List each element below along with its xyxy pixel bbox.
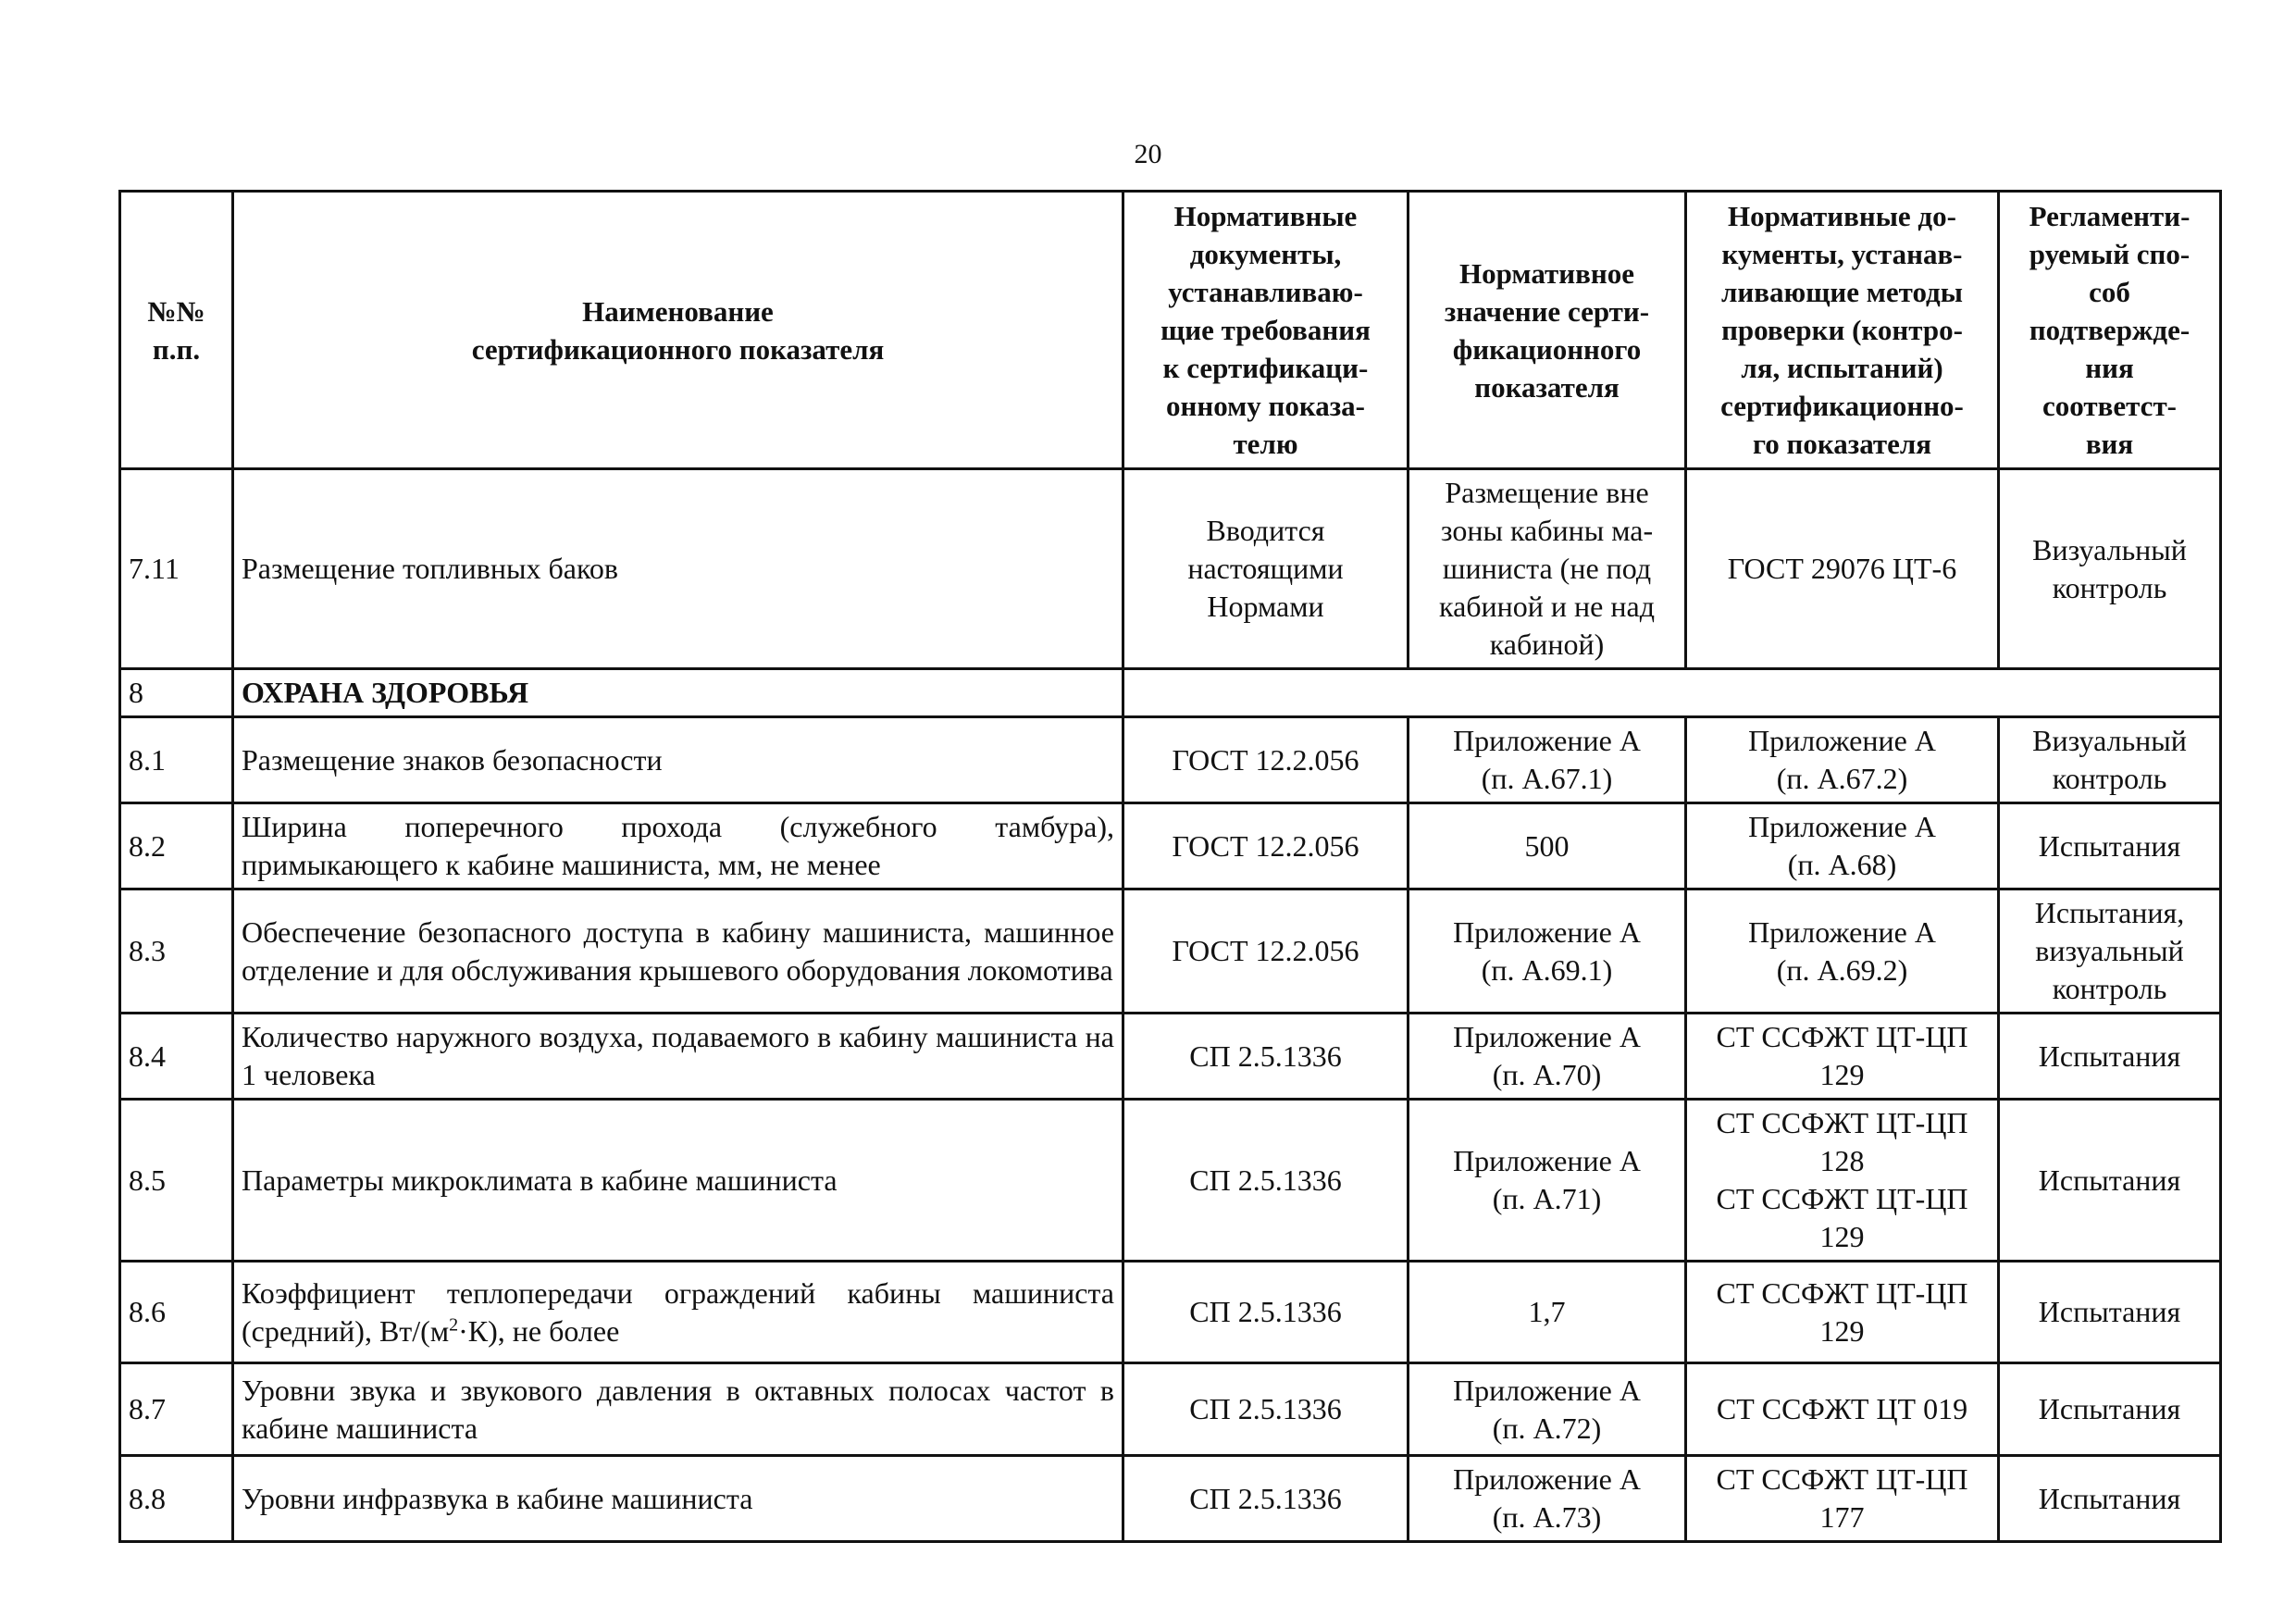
row-number: 8.2	[120, 803, 233, 889]
row-test-docs: Приложение А (п. А.68)	[1686, 803, 1999, 889]
row-number: 8.7	[120, 1363, 233, 1456]
row-test-docs: СТ ССФЖТ ЦТ-ЦП 177	[1686, 1456, 1999, 1542]
row-name: Количество наружного воздуха, подаваемого в кабину машиниста на 1 человека	[233, 1014, 1123, 1100]
row-norm-docs: ГОСТ 12.2.056	[1123, 717, 1409, 803]
certification-table	[118, 190, 2222, 1543]
row-norm-value: Приложение А (п. А.67.1)	[1409, 717, 1686, 803]
table-header-row	[120, 192, 2221, 469]
row-number: 8.3	[120, 889, 233, 1014]
row-name: Параметры микроклимата в кабине машиниста	[233, 1100, 1123, 1262]
row-method: Испытания	[1999, 1014, 2221, 1100]
header-test-docs: Нормативные до- кументы, устанав- ливающие методы проверки (контро- ля, испытаний) сертификационно- го показателя	[1686, 192, 1999, 469]
row-name: Размещение знаков безопасности	[233, 717, 1123, 803]
row-norm-docs: СП 2.5.1336	[1123, 1363, 1409, 1456]
row-test-docs: Приложение А (п. А.69.2)	[1686, 889, 1999, 1014]
row-method: Испытания	[1999, 1363, 2221, 1456]
row-name: Уровни инфразвука в кабине машиниста	[233, 1456, 1123, 1542]
row-norm-docs: ГОСТ 12.2.056	[1123, 889, 1409, 1014]
row-name: Ширина поперечного прохода (служебного тамбура), примыкающего к кабине машиниста, мм, не менее	[233, 803, 1123, 889]
row-norm-docs: СП 2.5.1336	[1123, 1100, 1409, 1262]
row-norm-value: Приложение А (п. А.70)	[1409, 1014, 1686, 1100]
row-method: Испытания	[1999, 1456, 2221, 1542]
row-number: 8.1	[120, 717, 233, 803]
table-row	[120, 1100, 2221, 1262]
row-norm-value: Приложение А (п. А.72)	[1409, 1363, 1686, 1456]
section-title: ОХРАНА ЗДОРОВЬЯ	[233, 669, 1123, 717]
row-norm-value: Приложение А (п. А.69.1)	[1409, 889, 1686, 1014]
header-method: Регламенти- руемый спо- соб подтвержде- ния соответст- вия	[1999, 192, 2221, 469]
row-name: Коэффициент теплопередачи ограждений кабины машиниста (средний), $Вт/(м^2\cdot К)$, не более	[233, 1262, 1123, 1363]
row-test-docs: ГОСТ 29076 ЦТ-6	[1686, 469, 1999, 669]
table-row	[120, 469, 2221, 669]
row-number: 8.5	[120, 1100, 233, 1262]
row-norm-docs: СП 2.5.1336	[1123, 1262, 1409, 1363]
table-row	[120, 1014, 2221, 1100]
table-row	[120, 1262, 2221, 1363]
section-empty-cell	[1123, 669, 2221, 717]
row-number: 8	[120, 669, 233, 717]
row-method: Визуальный контроль	[1999, 717, 2221, 803]
row-test-docs: СТ ССФЖТ ЦТ-ЦП 128 СТ ССФЖТ ЦТ-ЦП 129	[1686, 1100, 1999, 1262]
row-test-docs: Приложение А (п. А.67.2)	[1686, 717, 1999, 803]
row-method: Испытания	[1999, 1100, 2221, 1262]
row-name: Размещение топливных баков	[233, 469, 1123, 669]
header-num: №№ п.п.	[120, 192, 233, 469]
table-row	[120, 889, 2221, 1014]
row-norm-docs: СП 2.5.1336	[1123, 1014, 1409, 1100]
header-norm-docs: Нормативные документы, устанавливаю- щие требования к сертификаци- онному показа- телю	[1123, 192, 1409, 469]
row-name: Обеспечение безопасного доступа в кабину машиниста, машинное отделение и для обслуживания крышевого оборудования локомотива	[233, 889, 1123, 1014]
header-norm-value: Нормативное значение серти- фикационного показателя	[1409, 192, 1686, 469]
row-number: 8.6	[120, 1262, 233, 1363]
row-test-docs: СТ ССФЖТ ЦТ 019	[1686, 1363, 1999, 1456]
table-row	[120, 1363, 2221, 1456]
row-test-docs: СТ ССФЖТ ЦТ-ЦП 129	[1686, 1262, 1999, 1363]
row-number: 8.8	[120, 1456, 233, 1542]
header-name: Наименование сертификационного показателя	[233, 192, 1123, 469]
row-norm-value: Приложение А (п. А.73)	[1409, 1456, 1686, 1542]
row-norm-value: Приложение А (п. А.71)	[1409, 1100, 1686, 1262]
table-row	[120, 717, 2221, 803]
row-number: 7.11	[120, 469, 233, 669]
row-method: Визуальный контроль	[1999, 469, 2221, 669]
row-norm-value: 500	[1409, 803, 1686, 889]
row-norm-docs: СП 2.5.1336	[1123, 1456, 1409, 1542]
row-norm-value: Размещение вне зоны кабины ма- шиниста (не под кабиной и не над кабиной)	[1409, 469, 1686, 669]
row-method: Испытания	[1999, 1262, 2221, 1363]
row-test-docs: СТ ССФЖТ ЦТ-ЦП 129	[1686, 1014, 1999, 1100]
section-row	[120, 669, 2221, 717]
row-number: 8.4	[120, 1014, 233, 1100]
row-method: Испытания, визуальный контроль	[1999, 889, 2221, 1014]
row-norm-value: 1,7	[1409, 1262, 1686, 1363]
table-row	[120, 803, 2221, 889]
row-method: Испытания	[1999, 803, 2221, 889]
row-name: Уровни звука и звукового давления в октавных полосах частот в кабине машиниста	[233, 1363, 1123, 1456]
page-number: 20	[1134, 139, 1162, 169]
row-norm-docs: Вводится настоящими Нормами	[1123, 469, 1409, 669]
row-norm-docs: ГОСТ 12.2.056	[1123, 803, 1409, 889]
table-row	[120, 1456, 2221, 1542]
